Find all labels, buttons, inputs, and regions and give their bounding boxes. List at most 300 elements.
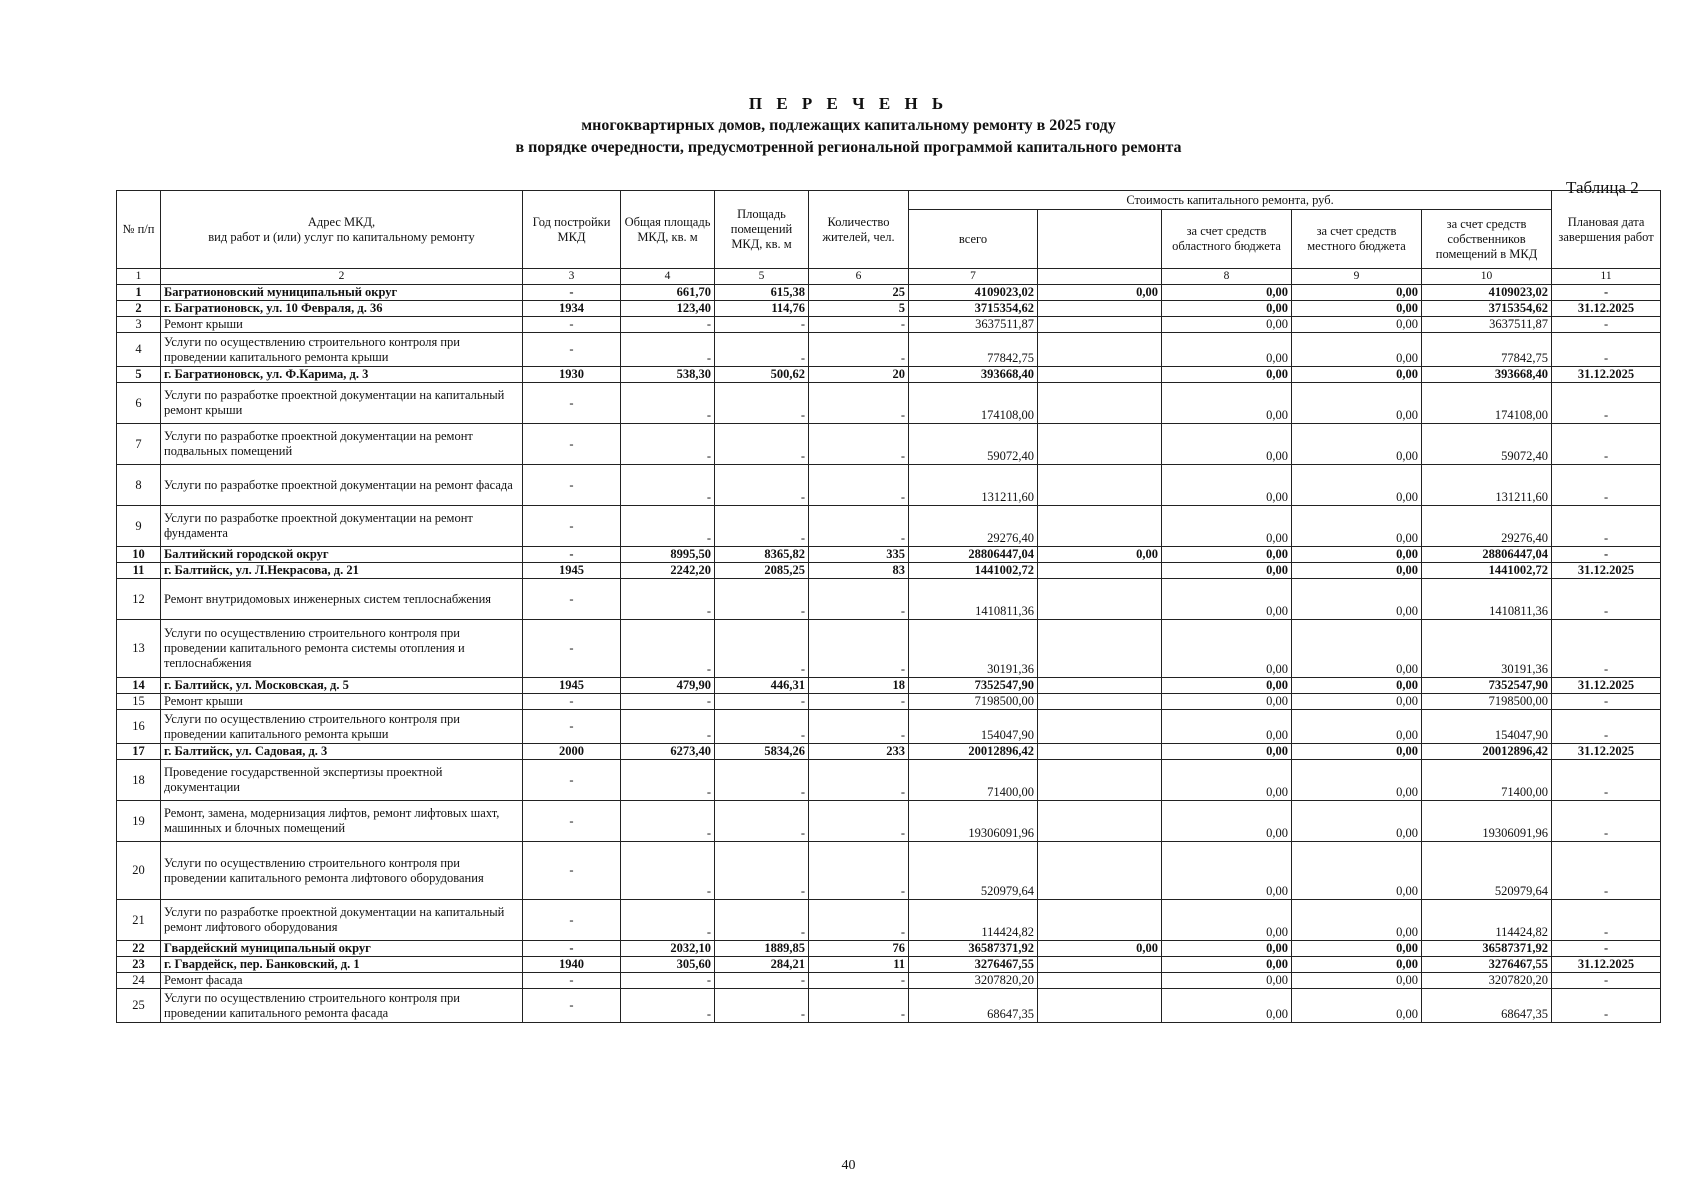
row-local: 0,00 bbox=[1292, 506, 1422, 547]
row-cost-total: 28806447,04 bbox=[909, 547, 1038, 563]
row-regional: 0,00 bbox=[1162, 900, 1292, 941]
row-residents: 20 bbox=[809, 367, 909, 383]
row-cost-total: 19306091,96 bbox=[909, 801, 1038, 842]
row-number: 20 bbox=[117, 842, 161, 900]
row-number: 24 bbox=[117, 973, 161, 989]
row-total-area: 2032,10 bbox=[621, 941, 715, 957]
table-row bbox=[117, 367, 1661, 383]
column-number: 9 bbox=[1292, 269, 1422, 285]
row-regional: 0,00 bbox=[1162, 973, 1292, 989]
row-residents: - bbox=[809, 989, 909, 1023]
row-year: - bbox=[523, 465, 621, 506]
row-premises-area: - bbox=[715, 973, 809, 989]
row-premises-area: - bbox=[715, 710, 809, 744]
row-owners: 36587371,92 bbox=[1422, 941, 1552, 957]
header-premises-area: Площадь помещений МКД, кв. м bbox=[715, 191, 809, 269]
row-planned-date: - bbox=[1552, 317, 1661, 333]
row-residents: - bbox=[809, 900, 909, 941]
row-number: 5 bbox=[117, 367, 161, 383]
row-local: 0,00 bbox=[1292, 383, 1422, 424]
row-cost-total: 4109023,02 bbox=[909, 285, 1038, 301]
row-planned-date: 31.12.2025 bbox=[1552, 957, 1661, 973]
row-owners: 28806447,04 bbox=[1422, 547, 1552, 563]
row-total-area: 479,90 bbox=[621, 678, 715, 694]
row-local: 0,00 bbox=[1292, 900, 1422, 941]
row-total-area: - bbox=[621, 900, 715, 941]
row-owners: 29276,40 bbox=[1422, 506, 1552, 547]
row-name: Услуги по разработке проектной документации на ремонт фундамента bbox=[161, 506, 523, 547]
row-regional: 0,00 bbox=[1162, 744, 1292, 760]
row-cost-total: 520979,64 bbox=[909, 842, 1038, 900]
row-name: г. Гвардейск, пер. Банковский, д. 1 bbox=[161, 957, 523, 973]
row-local: 0,00 bbox=[1292, 465, 1422, 506]
column-number: 5 bbox=[715, 269, 809, 285]
row-premises-area: 284,21 bbox=[715, 957, 809, 973]
row-premises-area: 2085,25 bbox=[715, 563, 809, 579]
row-planned-date: - bbox=[1552, 801, 1661, 842]
row-total-area: 538,30 bbox=[621, 367, 715, 383]
row-regional: 0,00 bbox=[1162, 957, 1292, 973]
row-residents: - bbox=[809, 333, 909, 367]
row-name: Услуги по разработке проектной документации на ремонт фасада bbox=[161, 465, 523, 506]
row-cost-blank: 0,00 bbox=[1038, 285, 1162, 301]
row-total-area: - bbox=[621, 579, 715, 620]
row-owners: 20012896,42 bbox=[1422, 744, 1552, 760]
table-body bbox=[117, 269, 1661, 1023]
row-local: 0,00 bbox=[1292, 563, 1422, 579]
row-local: 0,00 bbox=[1292, 973, 1422, 989]
row-name: Услуги по разработке проектной документации на капитальный ремонт лифтового оборудования bbox=[161, 900, 523, 941]
row-cost-blank bbox=[1038, 842, 1162, 900]
title-line-2: многоквартирных домов, подлежащих капитальному ремонту в 2025 году bbox=[581, 117, 1116, 134]
table-row bbox=[117, 744, 1661, 760]
row-planned-date: - bbox=[1552, 333, 1661, 367]
row-year: - bbox=[523, 285, 621, 301]
table-row bbox=[117, 957, 1661, 973]
row-residents: - bbox=[809, 760, 909, 801]
row-local: 0,00 bbox=[1292, 801, 1422, 842]
row-premises-area: 1889,85 bbox=[715, 941, 809, 957]
row-planned-date: - bbox=[1552, 424, 1661, 465]
row-owners: 77842,75 bbox=[1422, 333, 1552, 367]
row-planned-date: - bbox=[1552, 547, 1661, 563]
row-cost-total: 30191,36 bbox=[909, 620, 1038, 678]
row-planned-date: - bbox=[1552, 620, 1661, 678]
row-planned-date: 31.12.2025 bbox=[1552, 563, 1661, 579]
row-total-area: 661,70 bbox=[621, 285, 715, 301]
row-number: 2 bbox=[117, 301, 161, 317]
row-cost-blank bbox=[1038, 744, 1162, 760]
row-local: 0,00 bbox=[1292, 547, 1422, 563]
row-owners: 71400,00 bbox=[1422, 760, 1552, 801]
row-name: Услуги по осуществлению строительного контроля при проведении капитального ремонта лифтового оборудования bbox=[161, 842, 523, 900]
table-row bbox=[117, 973, 1661, 989]
row-total-area: 2242,20 bbox=[621, 563, 715, 579]
row-cost-total: 1410811,36 bbox=[909, 579, 1038, 620]
header-cost-total: всего bbox=[909, 210, 1038, 269]
row-total-area: - bbox=[621, 710, 715, 744]
row-regional: 0,00 bbox=[1162, 333, 1292, 367]
row-premises-area: 8365,82 bbox=[715, 547, 809, 563]
row-year: - bbox=[523, 989, 621, 1023]
row-residents: - bbox=[809, 465, 909, 506]
table-row bbox=[117, 563, 1661, 579]
column-number: 8 bbox=[1162, 269, 1292, 285]
row-year: 1945 bbox=[523, 563, 621, 579]
row-name: Гвардейский муниципальный округ bbox=[161, 941, 523, 957]
row-regional: 0,00 bbox=[1162, 620, 1292, 678]
row-number: 8 bbox=[117, 465, 161, 506]
row-residents: 76 bbox=[809, 941, 909, 957]
row-name: Ремонт, замена, модернизация лифтов, ремонт лифтовых шахт, машинных и блочных помещений bbox=[161, 801, 523, 842]
row-cost-blank bbox=[1038, 506, 1162, 547]
row-year: - bbox=[523, 710, 621, 744]
row-name: Багратионовский муниципальный округ bbox=[161, 285, 523, 301]
row-premises-area: - bbox=[715, 842, 809, 900]
row-premises-area: 500,62 bbox=[715, 367, 809, 383]
row-local: 0,00 bbox=[1292, 424, 1422, 465]
row-owners: 131211,60 bbox=[1422, 465, 1552, 506]
row-number: 17 bbox=[117, 744, 161, 760]
row-local: 0,00 bbox=[1292, 285, 1422, 301]
table-row bbox=[117, 465, 1661, 506]
row-residents: - bbox=[809, 424, 909, 465]
row-name: г. Балтийск, ул. Садовая, д. 3 bbox=[161, 744, 523, 760]
row-name: Услуги по осуществлению строительного контроля при проведении капитального ремонта крыши bbox=[161, 333, 523, 367]
row-year: - bbox=[523, 506, 621, 547]
row-cost-total: 36587371,92 bbox=[909, 941, 1038, 957]
row-cost-blank bbox=[1038, 367, 1162, 383]
row-premises-area: 5834,26 bbox=[715, 744, 809, 760]
row-planned-date: - bbox=[1552, 694, 1661, 710]
row-regional: 0,00 bbox=[1162, 941, 1292, 957]
row-cost-blank bbox=[1038, 900, 1162, 941]
row-year: 1930 bbox=[523, 367, 621, 383]
row-cost-blank bbox=[1038, 383, 1162, 424]
row-residents: - bbox=[809, 317, 909, 333]
row-local: 0,00 bbox=[1292, 678, 1422, 694]
row-owners: 7198500,00 bbox=[1422, 694, 1552, 710]
row-cost-total: 3715354,62 bbox=[909, 301, 1038, 317]
row-premises-area: - bbox=[715, 506, 809, 547]
row-year: - bbox=[523, 383, 621, 424]
column-number: 1 bbox=[117, 269, 161, 285]
row-residents: - bbox=[809, 842, 909, 900]
document-title bbox=[0, 93, 1697, 159]
row-planned-date: 31.12.2025 bbox=[1552, 301, 1661, 317]
row-regional: 0,00 bbox=[1162, 383, 1292, 424]
row-number: 13 bbox=[117, 620, 161, 678]
row-owners: 68647,35 bbox=[1422, 989, 1552, 1023]
row-regional: 0,00 bbox=[1162, 563, 1292, 579]
row-owners: 3207820,20 bbox=[1422, 973, 1552, 989]
header-regional: за счет средств областного бюджета bbox=[1162, 210, 1292, 269]
row-cost-total: 20012896,42 bbox=[909, 744, 1038, 760]
row-local: 0,00 bbox=[1292, 989, 1422, 1023]
row-total-area: - bbox=[621, 506, 715, 547]
row-cost-blank bbox=[1038, 317, 1162, 333]
row-regional: 0,00 bbox=[1162, 285, 1292, 301]
row-year: - bbox=[523, 694, 621, 710]
row-owners: 520979,64 bbox=[1422, 842, 1552, 900]
row-local: 0,00 bbox=[1292, 744, 1422, 760]
table-row bbox=[117, 710, 1661, 744]
row-name: Ремонт крыши bbox=[161, 694, 523, 710]
row-planned-date: - bbox=[1552, 900, 1661, 941]
row-residents: - bbox=[809, 620, 909, 678]
row-regional: 0,00 bbox=[1162, 547, 1292, 563]
column-number: 6 bbox=[809, 269, 909, 285]
row-local: 0,00 bbox=[1292, 842, 1422, 900]
table-row bbox=[117, 317, 1661, 333]
row-number: 6 bbox=[117, 383, 161, 424]
row-regional: 0,00 bbox=[1162, 710, 1292, 744]
row-owners: 3637511,87 bbox=[1422, 317, 1552, 333]
row-owners: 174108,00 bbox=[1422, 383, 1552, 424]
row-total-area: 8995,50 bbox=[621, 547, 715, 563]
row-cost-total: 77842,75 bbox=[909, 333, 1038, 367]
column-number: 2 bbox=[161, 269, 523, 285]
row-owners: 59072,40 bbox=[1422, 424, 1552, 465]
page-number: 40 bbox=[841, 1158, 856, 1173]
row-regional: 0,00 bbox=[1162, 842, 1292, 900]
table-row bbox=[117, 506, 1661, 547]
row-local: 0,00 bbox=[1292, 317, 1422, 333]
row-year: - bbox=[523, 973, 621, 989]
row-name: Услуги по разработке проектной документации на капитальный ремонт крыши bbox=[161, 383, 523, 424]
row-owners: 3715354,62 bbox=[1422, 301, 1552, 317]
row-cost-blank bbox=[1038, 678, 1162, 694]
table-row bbox=[117, 989, 1661, 1023]
table-row bbox=[117, 900, 1661, 941]
row-regional: 0,00 bbox=[1162, 506, 1292, 547]
row-name: г. Багратионовск, ул. 10 Февраля, д. 36 bbox=[161, 301, 523, 317]
table-row bbox=[117, 801, 1661, 842]
row-cost-blank bbox=[1038, 973, 1162, 989]
column-number: 3 bbox=[523, 269, 621, 285]
row-regional: 0,00 bbox=[1162, 367, 1292, 383]
column-number bbox=[1038, 269, 1162, 285]
row-cost-total: 59072,40 bbox=[909, 424, 1038, 465]
table-row bbox=[117, 760, 1661, 801]
row-local: 0,00 bbox=[1292, 957, 1422, 973]
row-cost-total: 131211,60 bbox=[909, 465, 1038, 506]
row-residents: 25 bbox=[809, 285, 909, 301]
row-year: - bbox=[523, 842, 621, 900]
row-cost-blank bbox=[1038, 333, 1162, 367]
row-owners: 114424,82 bbox=[1422, 900, 1552, 941]
row-owners: 7352547,90 bbox=[1422, 678, 1552, 694]
row-regional: 0,00 bbox=[1162, 424, 1292, 465]
row-number: 15 bbox=[117, 694, 161, 710]
row-cost-total: 154047,90 bbox=[909, 710, 1038, 744]
row-number: 12 bbox=[117, 579, 161, 620]
row-planned-date: - bbox=[1552, 579, 1661, 620]
row-premises-area: - bbox=[715, 620, 809, 678]
row-owners: 19306091,96 bbox=[1422, 801, 1552, 842]
row-cost-blank bbox=[1038, 301, 1162, 317]
repair-list-table bbox=[116, 190, 1661, 1023]
row-residents: - bbox=[809, 694, 909, 710]
row-cost-total: 71400,00 bbox=[909, 760, 1038, 801]
row-total-area: - bbox=[621, 424, 715, 465]
column-number: 11 bbox=[1552, 269, 1661, 285]
header-total-area: Общая площадь МКД, кв. м bbox=[621, 191, 715, 269]
row-residents: - bbox=[809, 383, 909, 424]
row-number: 7 bbox=[117, 424, 161, 465]
row-premises-area: - bbox=[715, 579, 809, 620]
header-cost-group: Стоимость капитального ремонта, руб. bbox=[909, 191, 1552, 210]
column-number: 10 bbox=[1422, 269, 1552, 285]
row-residents: - bbox=[809, 973, 909, 989]
header-local: за счет средств местного бюджета bbox=[1292, 210, 1422, 269]
row-planned-date: - bbox=[1552, 842, 1661, 900]
row-residents: 83 bbox=[809, 563, 909, 579]
row-cost-blank bbox=[1038, 989, 1162, 1023]
row-cost-blank bbox=[1038, 760, 1162, 801]
row-planned-date: - bbox=[1552, 710, 1661, 744]
row-cost-total: 174108,00 bbox=[909, 383, 1038, 424]
row-cost-blank bbox=[1038, 465, 1162, 506]
row-cost-blank bbox=[1038, 579, 1162, 620]
row-cost-total: 7198500,00 bbox=[909, 694, 1038, 710]
row-local: 0,00 bbox=[1292, 333, 1422, 367]
row-owners: 154047,90 bbox=[1422, 710, 1552, 744]
row-year: - bbox=[523, 941, 621, 957]
table-row bbox=[117, 842, 1661, 900]
row-local: 0,00 bbox=[1292, 620, 1422, 678]
row-name: Балтийский городской округ bbox=[161, 547, 523, 563]
column-number-row bbox=[117, 269, 1661, 285]
row-total-area: 123,40 bbox=[621, 301, 715, 317]
row-regional: 0,00 bbox=[1162, 465, 1292, 506]
row-cost-total: 1441002,72 bbox=[909, 563, 1038, 579]
row-premises-area: - bbox=[715, 760, 809, 801]
row-cost-total: 393668,40 bbox=[909, 367, 1038, 383]
row-cost-blank bbox=[1038, 424, 1162, 465]
row-number: 14 bbox=[117, 678, 161, 694]
row-regional: 0,00 bbox=[1162, 678, 1292, 694]
row-owners: 30191,36 bbox=[1422, 620, 1552, 678]
table-row bbox=[117, 383, 1661, 424]
row-regional: 0,00 bbox=[1162, 694, 1292, 710]
row-number: 18 bbox=[117, 760, 161, 801]
row-premises-area: 615,38 bbox=[715, 285, 809, 301]
row-local: 0,00 bbox=[1292, 367, 1422, 383]
row-total-area: - bbox=[621, 465, 715, 506]
row-residents: 11 bbox=[809, 957, 909, 973]
row-cost-blank: 0,00 bbox=[1038, 547, 1162, 563]
row-premises-area: 446,31 bbox=[715, 678, 809, 694]
row-year: 1945 bbox=[523, 678, 621, 694]
row-year: 1934 bbox=[523, 301, 621, 317]
row-premises-area: 114,76 bbox=[715, 301, 809, 317]
table-row bbox=[117, 333, 1661, 367]
row-name: Услуги по осуществлению строительного контроля при проведении капитального ремонта крыши bbox=[161, 710, 523, 744]
row-cost-total: 3637511,87 bbox=[909, 317, 1038, 333]
row-total-area: - bbox=[621, 760, 715, 801]
row-name: Ремонт внутридомовых инженерных систем теплоснабжения bbox=[161, 579, 523, 620]
row-year: - bbox=[523, 900, 621, 941]
row-number: 19 bbox=[117, 801, 161, 842]
row-owners: 4109023,02 bbox=[1422, 285, 1552, 301]
row-cost-blank bbox=[1038, 694, 1162, 710]
table-label: Таблица 2 bbox=[1566, 178, 1639, 197]
table-row bbox=[117, 547, 1661, 563]
row-owners: 1441002,72 bbox=[1422, 563, 1552, 579]
row-number: 9 bbox=[117, 506, 161, 547]
row-premises-area: - bbox=[715, 989, 809, 1023]
row-cost-blank bbox=[1038, 957, 1162, 973]
row-residents: 5 bbox=[809, 301, 909, 317]
row-total-area: 6273,40 bbox=[621, 744, 715, 760]
row-year: - bbox=[523, 333, 621, 367]
row-cost-total: 29276,40 bbox=[909, 506, 1038, 547]
row-regional: 0,00 bbox=[1162, 760, 1292, 801]
row-planned-date: - bbox=[1552, 941, 1661, 957]
table-row bbox=[117, 694, 1661, 710]
header-address: Адрес МКД, вид работ и (или) услуг по капитальному ремонту bbox=[161, 191, 523, 269]
row-local: 0,00 bbox=[1292, 301, 1422, 317]
row-name: Услуги по осуществлению строительного контроля при проведении капитального ремонта системы отопления и теплоснабжения bbox=[161, 620, 523, 678]
row-premises-area: - bbox=[715, 694, 809, 710]
table-row bbox=[117, 424, 1661, 465]
row-regional: 0,00 bbox=[1162, 801, 1292, 842]
column-number: 7 bbox=[909, 269, 1038, 285]
row-total-area: - bbox=[621, 694, 715, 710]
row-total-area: - bbox=[621, 333, 715, 367]
row-residents: - bbox=[809, 506, 909, 547]
row-number: 25 bbox=[117, 989, 161, 1023]
header-residents: Количество жителей, чел. bbox=[809, 191, 909, 269]
row-year: - bbox=[523, 424, 621, 465]
table-row bbox=[117, 678, 1661, 694]
header-cost-blank bbox=[1038, 210, 1162, 269]
row-cost-total: 7352547,90 bbox=[909, 678, 1038, 694]
row-residents: 335 bbox=[809, 547, 909, 563]
row-planned-date: - bbox=[1552, 760, 1661, 801]
row-total-area: - bbox=[621, 842, 715, 900]
row-cost-blank bbox=[1038, 563, 1162, 579]
row-planned-date: 31.12.2025 bbox=[1552, 678, 1661, 694]
row-year: - bbox=[523, 317, 621, 333]
row-regional: 0,00 bbox=[1162, 989, 1292, 1023]
row-cost-total: 3207820,20 bbox=[909, 973, 1038, 989]
row-premises-area: - bbox=[715, 383, 809, 424]
row-year: 1940 bbox=[523, 957, 621, 973]
row-total-area: - bbox=[621, 383, 715, 424]
table-row bbox=[117, 301, 1661, 317]
row-cost-total: 3276467,55 bbox=[909, 957, 1038, 973]
row-name: г. Балтийск, ул. Московская, д. 5 bbox=[161, 678, 523, 694]
row-regional: 0,00 bbox=[1162, 317, 1292, 333]
row-number: 21 bbox=[117, 900, 161, 941]
row-year: 2000 bbox=[523, 744, 621, 760]
header-year: Год постройки МКД bbox=[523, 191, 621, 269]
row-name: Ремонт фасада bbox=[161, 973, 523, 989]
row-cost-blank: 0,00 bbox=[1038, 941, 1162, 957]
row-number: 4 bbox=[117, 333, 161, 367]
row-year: - bbox=[523, 760, 621, 801]
row-premises-area: - bbox=[715, 801, 809, 842]
row-premises-area: - bbox=[715, 317, 809, 333]
row-local: 0,00 bbox=[1292, 710, 1422, 744]
row-name: Ремонт крыши bbox=[161, 317, 523, 333]
table-row bbox=[117, 941, 1661, 957]
row-year: - bbox=[523, 801, 621, 842]
row-residents: - bbox=[809, 579, 909, 620]
row-name: Услуги по разработке проектной документации на ремонт подвальных помещений bbox=[161, 424, 523, 465]
